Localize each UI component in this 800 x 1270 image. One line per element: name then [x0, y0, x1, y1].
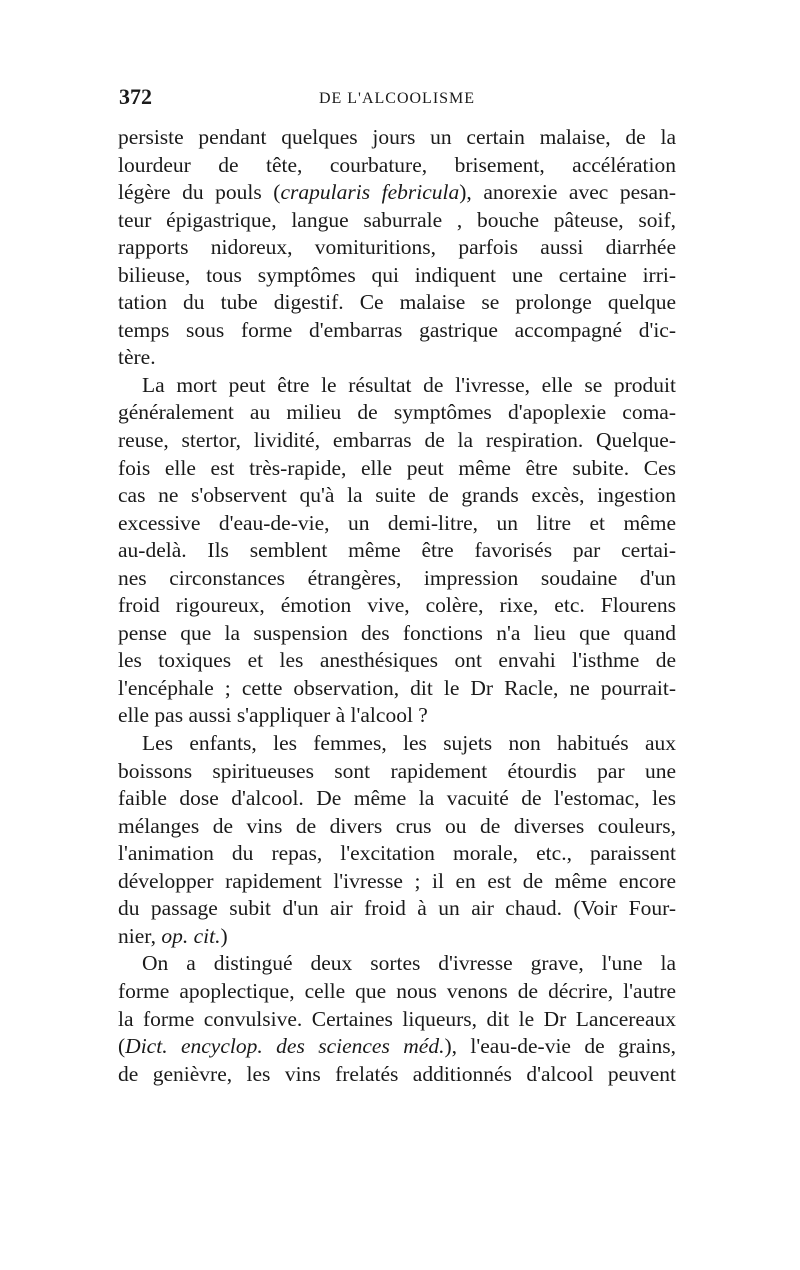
text-line: elle pas aussi s'appliquer à l'alcool ?: [118, 703, 428, 728]
text-line: cas ne s'observent qu'à la suite de grands excès, ingestion: [118, 483, 676, 508]
text-line: La mort peut être le résultat de l'ivresse, elle se produit: [142, 372, 676, 397]
page-number: 372: [119, 84, 152, 109]
text-line: persiste pendant quelques jours un certain malaise, de la: [118, 125, 676, 149]
text-line: reuse, stertor, lividité, embarras de la respiration. Quelque-: [118, 428, 676, 453]
text-line: [118, 923, 676, 951]
text-line: nes circonstances étrangères, impression soudaine d'un: [118, 565, 676, 590]
text-line: lourdeur de tête, courbature, brisement, accélération: [118, 152, 676, 177]
text-segment: légère du pouls (: [118, 180, 281, 205]
text-line: Les enfants, les femmes, les sujets non habitués aux: [142, 731, 676, 756]
text-segment: (: [118, 1034, 126, 1059]
text-line: forme apoplectique, celle que nous venons de décrire, l'autre: [118, 978, 676, 1003]
italic-segment: crapularis febricula: [280, 180, 460, 205]
text-line: au-delà. Ils semblent même être favorisés par certai-: [118, 538, 676, 563]
text-line: boissons spiritueuses sont rapidement étourdis par une: [118, 758, 676, 783]
text-line: généralement au milieu de symptômes d'apoplexie coma-: [118, 400, 676, 425]
text-segment: ), anorexie avec pesan-: [459, 180, 676, 205]
text-line: tère.: [118, 345, 156, 370]
text-line: teur épigastrique, langue saburrale , bouche pâteuse, soif,: [118, 207, 676, 232]
page-header: [119, 84, 675, 114]
running-title: DE L'ALCOOLISME: [318, 90, 476, 107]
text-segment: ), l'eau-de-vie de grains,: [444, 1034, 676, 1059]
text-line: pense que la suspension des fonctions n'a lieu que quand: [118, 620, 676, 645]
text-line: [118, 179, 676, 207]
text-line: faible dose d'alcool. De même la vacuité de l'estomac, les: [118, 786, 676, 811]
text-line: développer rapidement l'ivresse ; il en est de même encore: [118, 868, 676, 893]
text-line: [118, 1033, 676, 1061]
text-line: On a distingué deux sortes d'ivresse grave, l'une la: [142, 951, 676, 976]
text-line: du passage subit d'un air froid à un air chaud. (Voir Four-: [118, 896, 676, 921]
text-line: l'animation du repas, l'excitation morale, etc., paraissent: [118, 841, 676, 866]
text-line: l'encéphale ; cette observation, dit le Dr Racle, ne pourrait-: [118, 675, 676, 700]
text-line: fois elle est très-rapide, elle peut même être subite. Ces: [118, 455, 676, 480]
text-line: la forme convulsive. Certaines liqueurs, dit le Dr Lancereaux: [118, 1006, 676, 1031]
text-line: excessive d'eau-de-vie, un demi-litre, un litre et même: [118, 510, 676, 535]
text-segment: ): [220, 923, 228, 948]
body-text: [118, 124, 676, 1088]
italic-segment: op. cit.: [161, 923, 221, 948]
text-line: les toxiques et les anesthésiques ont envahi l'isthme de: [118, 648, 676, 673]
text-line: froid rigoureux, émotion vive, colère, rixe, etc. Flourens: [118, 593, 676, 618]
text-segment: nier,: [118, 923, 162, 948]
text-line: rapports nidoreux, vomituritions, parfois aussi diarrhée: [118, 235, 676, 260]
italic-segment: Dict. encyclop. des sciences méd.: [125, 1034, 445, 1059]
text-line: mélanges de vins de divers crus ou de diverses couleurs,: [118, 813, 676, 838]
text-line: de genièvre, les vins frelatés additionnés d'alcool peuvent: [118, 1061, 676, 1086]
text-line: temps sous forme d'embarras gastrique accompagné d'ic-: [118, 317, 676, 342]
text-line: bilieuse, tous symptômes qui indiquent une certaine irri-: [118, 262, 676, 287]
text-line: tation du tube digestif. Ce malaise se prolonge quelque: [118, 290, 676, 315]
